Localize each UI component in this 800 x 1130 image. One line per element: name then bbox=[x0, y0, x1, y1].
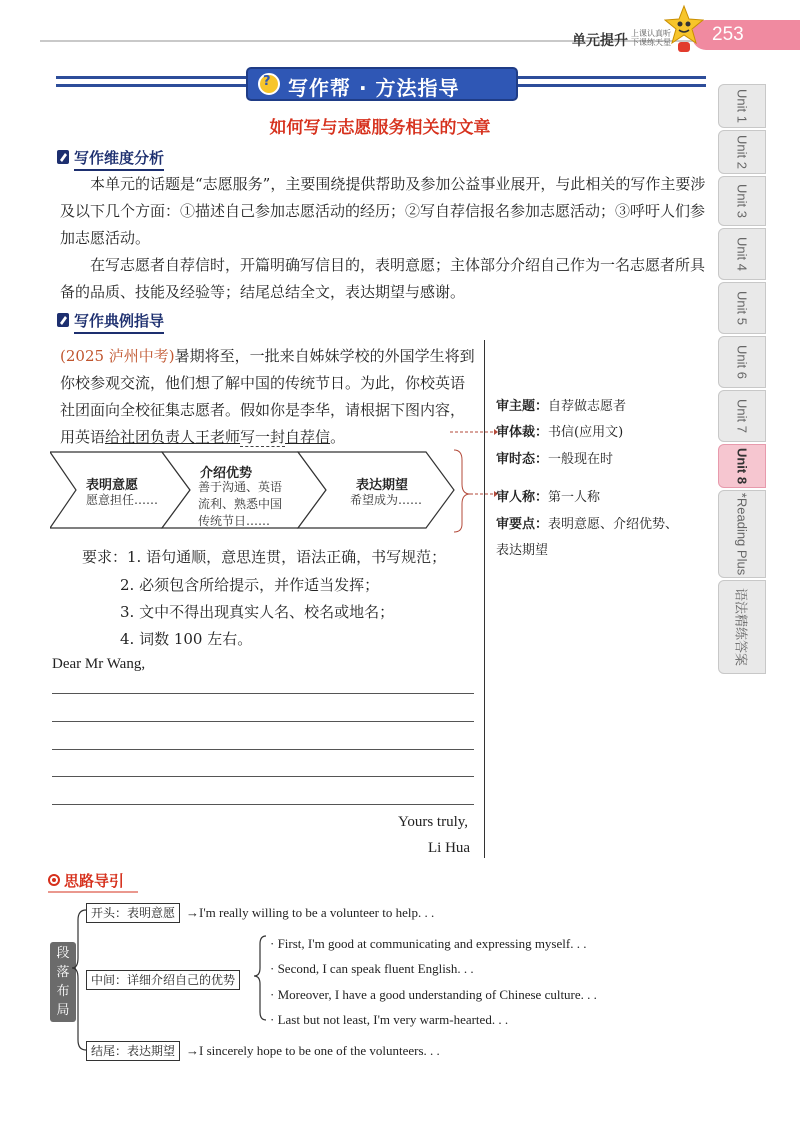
requirement-1: 要求：1. 语句通顺，意思连贯，语法正确，书写规范； bbox=[82, 548, 447, 566]
analysis-points-cont: 表达期望 bbox=[496, 543, 549, 558]
banner-title: 写作帮 · 方法指导 bbox=[288, 76, 460, 100]
analysis-paragraph-2: 在写志愿者自荐信时，开篇明确写信目的，表明意愿；主体部分介绍自己作为一名志愿者所具备的品质、技能及经验等；结尾总结全文，表达期望与感谢。 bbox=[60, 256, 706, 301]
guide-middle-point: · Second, I can speak fluent English. . . bbox=[270, 961, 474, 976]
requirement-4: 4. 词数 100 左右。 bbox=[120, 630, 253, 648]
tab-unit-2[interactable]: Unit 2 bbox=[718, 130, 766, 174]
guide-ending-box: 结尾：表达期望 bbox=[86, 1041, 180, 1061]
page-number: 253 bbox=[712, 24, 744, 45]
guide-middle-point: · Last but not least, I'm very warm-hearted. . . bbox=[270, 1012, 509, 1027]
writing-line[interactable] bbox=[52, 776, 474, 777]
guide-opening-text: →I'm really willing to be a volunteer to help. . . bbox=[186, 905, 435, 920]
analysis-person: 审人称：第一人称 bbox=[496, 490, 601, 505]
tab-unit-4[interactable]: Unit 4 bbox=[718, 228, 766, 280]
flow-step-3: 表达期望 希望成为…… bbox=[350, 478, 423, 507]
pencil-icon bbox=[56, 312, 70, 328]
analysis-paragraph-1: 本单元的话题是“志愿服务”，主要围绕提供帮助及参加公益事业展开，与此相关的写作主要涉及以下几个方面：①描述自己参加志愿活动的经历；②写自荐信报名参加志愿活动；③呼吁人们参加志愿活动。 bbox=[60, 175, 706, 247]
analysis-theme: 审主题：自荐做志愿者 bbox=[496, 399, 627, 414]
unit-label: 单元提升 bbox=[572, 32, 628, 48]
tab-unit-6[interactable]: Unit 6 bbox=[718, 336, 766, 388]
tab-unit-7[interactable]: Unit 7 bbox=[718, 390, 766, 442]
target-icon bbox=[48, 874, 60, 886]
guide-middle-box: 中间：详细介绍自己的优势 bbox=[86, 970, 240, 990]
analysis-connectors bbox=[448, 420, 498, 550]
writing-line[interactable] bbox=[52, 804, 474, 805]
letter-signature: Li Hua bbox=[428, 840, 471, 856]
writing-line[interactable] bbox=[52, 749, 474, 750]
tab-unit-5[interactable]: Unit 5 bbox=[718, 282, 766, 334]
page-number-tab bbox=[692, 20, 800, 50]
column-divider bbox=[484, 340, 485, 858]
tab-unit-8[interactable]: Unit 8 bbox=[718, 444, 766, 488]
tab-unit-1[interactable]: Unit 1 bbox=[718, 84, 766, 128]
guide-opening-box: 开头：表明意愿 bbox=[86, 903, 180, 923]
pencil-icon bbox=[56, 149, 70, 165]
star-mascot-icon bbox=[664, 4, 704, 54]
guide-ending-text: →I sincerely hope to be one of the volunteers. . . bbox=[186, 1043, 440, 1058]
paragraph-layout-tag: 段 落 布 局 bbox=[50, 942, 76, 1022]
guide-underline bbox=[48, 890, 148, 894]
requirement-3: 3. 文中不得出现真实人名、校名或地名； bbox=[120, 603, 395, 621]
section-heading-dimension: 写作维度分析 bbox=[56, 146, 256, 168]
header-slogan: 上课认真听 下课练天星 bbox=[631, 29, 671, 47]
page-header bbox=[0, 0, 800, 56]
analysis-points: 审要点：表明意愿、介绍优势、 bbox=[496, 517, 679, 532]
page-subtitle: 如何写与志愿服务相关的文章 bbox=[269, 118, 491, 138]
prompt-source: (2025 泸州中考) bbox=[60, 347, 175, 365]
flow-step-2: 介绍优势 善于沟通、英语 流利、熟悉中国 传统节日…… bbox=[198, 466, 283, 528]
flow-step-1: 表明意愿 愿意担任…… bbox=[86, 478, 159, 507]
tab-reading-plus[interactable]: *Reading Plus bbox=[718, 490, 766, 578]
tab-unit-3[interactable]: Unit 3 bbox=[718, 176, 766, 226]
letter-salutation: Dear Mr Wang, bbox=[52, 656, 146, 672]
requirement-2: 2. 必须包含所给提示，并作适当发挥； bbox=[120, 576, 380, 594]
analysis-tense: 审时态：一般现在时 bbox=[496, 452, 614, 467]
guide-middle-point: · First, I'm good at communicating and expressing myself. . . bbox=[270, 936, 587, 951]
section-banner bbox=[246, 67, 518, 101]
writing-prompt: (2025 泸州中考)暑期将至，一批来自姊妹学校的外国学生将到你校参观交流，他们想了解中国的传统节日。为此，你校英语社团面向全校征集志愿者。假如你是李华，请根据下图内容，用英语给社团负责人王老师写一封自荐信。 bbox=[60, 347, 475, 446]
letter-closing: Yours truly, bbox=[398, 814, 469, 830]
section-heading-example: 写作典例指导 bbox=[56, 309, 256, 331]
tab-grammar-answers[interactable]: 语法精练答案 bbox=[718, 580, 766, 674]
writing-line[interactable] bbox=[52, 721, 474, 722]
lightbulb-icon: ? bbox=[258, 73, 280, 95]
writing-line[interactable] bbox=[52, 693, 474, 694]
guide-middle-point: · Moreover, I have a good understanding of Chinese culture. . . bbox=[270, 987, 597, 1002]
analysis-genre: 审体裁：书信(应用文) bbox=[496, 425, 624, 440]
